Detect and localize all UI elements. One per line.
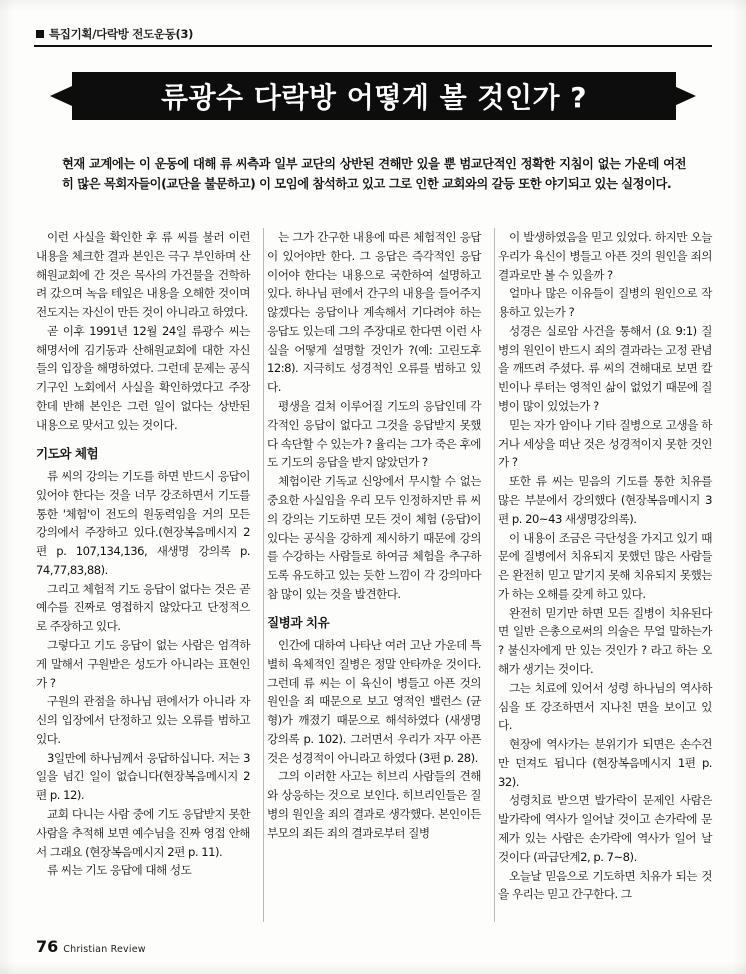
body-column-3	[498, 228, 712, 928]
body-paragraph: 곧 이후 1991년 12월 24일 류광수 씨는 해명서에 김기동과 산해원교회에 대한 자신들의 입장을 해명하였다. 그런데 문제는 공식기구인 노회에서 사실을 확인하였다고 주장한데 반해 본인은 그런 일이 없다는 상반된 내용으로 맞서고 있는 것이다.	[36, 323, 250, 432]
magazine-name: Christian Review	[63, 944, 146, 955]
section-kicker	[36, 26, 193, 42]
scan-shadow-left	[0, 0, 14, 974]
body-paragraph: 완전히 믿기만 하면 모든 질병이 치유된다면 일반 은총으로써의 의술은 무얼 말하는가 ? 불신자에게 만 있는 것인가 ? 라고 하는 오해가 생기는 것이다.	[498, 605, 712, 676]
body-column-1	[36, 228, 250, 928]
body-paragraph: 3일만에 하나님께서 응답하십니다. 저는 3일을 넘긴 일이 없습니다(현장복음메시지 2편 p. 12).	[36, 750, 250, 803]
body-paragraph: 는 그가 간구한 내용에 따른 체험적인 응답이 있어야만 한다. 그 응답은 즉각적인 응답이어야 한다는 내용으로 국한하여 설명하고 있다. 하나님 편에서 간구의 내용을 들어주지 않겠다는 응답이나 계속해서 기다려야 하는 응답도 있는데 그의 주장대로 한다면 이런 사실을 어떻게 설명할 것인가 ?(예: 고린도후 12:8). 지극히도 성경적인 오류를 범하고 있다.	[267, 230, 481, 395]
body-column-2	[267, 228, 481, 928]
article-title: 류광수 다락방 어떻게 볼 것인가 ?	[160, 81, 588, 114]
body-paragraph: 류 씨는 기도 응답에 대해 성도	[47, 863, 192, 878]
body-paragraph: 오늘날 믿음으로 기도하면 치유가 되는 것을 우리는 믿고 간구한다. 그	[498, 868, 712, 902]
body-paragraph: 성령치료 받으면 발가락이 문제인 사람은 발가락에 역사가 일어날 것이고 손가락에 문제가 있는 사람은 손가락에 역사가 일어 날 것이다 (파급단계2, p. 7~8).	[498, 793, 712, 864]
body-paragraph: 성경은 실로암 사건을 통해서 (요 9:1) 질병의 원인이 반드시 죄의 결과라는 고정 관념을 깨뜨려 주셨다. 류 씨의 견해대로 보면 칼빈이나 루터는 영적인 삶이 없었기 때문에 질병이 많이 있었는가 ?	[498, 323, 712, 414]
square-bullet-icon	[36, 30, 44, 38]
body-paragraph: 구원의 관점을 하나님 편에서가 아니라 자신의 입장에서 단정하고 있는 오류를 범하고 있다.	[36, 694, 250, 746]
body-paragraph: 이런 사실을 확인한 후 류 씨를 불러 이런 내용을 체크한 결과 본인은 극구 부인하며 산해원교회에 간 것은 목사의 가건물을 건학하려 갔으며 녹음 테잎은 내용을 오해한 것이며 전도지는 자신이 만든 것이 아니라고 하였다.	[36, 230, 250, 320]
body-paragraph: 그의 이러한 사고는 히브리 사람들의 견해와 상응하는 것으로 보인다. 히브리인들은 질병의 원인을 죄의 결과로 생각했다. 본인이든 부모의 죄든 죄의 결과로부터 질병	[267, 769, 481, 840]
scan-shadow-bottom	[0, 962, 746, 974]
scan-shadow-right	[732, 0, 746, 974]
page-number: 76	[36, 937, 59, 956]
scan-shadow-top	[0, 0, 746, 12]
page-footer	[36, 937, 146, 956]
body-paragraph: 현장에 역사가는 분위기가 되면은 손수건만 던져도 됩니다 (현장복음메시지 1편 p. 32).	[498, 737, 712, 789]
body-paragraph: 체험이란 기독교 신앙에서 무시할 수 없는 중요한 사실임을 우리 모두 인정하지만 류 씨의 강의는 기도하면 모든 것이 체험 (응답)이 있다는 공식을 강하게 제시하기 때문에 강의를 수강하는 사람들로 하여금 체험을 추구하도록 유도하고 있는 듯한 느낌이 각 강의마다 참 많이 있는 것을 발견한다.	[267, 474, 481, 601]
band-mark-left-icon	[50, 86, 72, 106]
article-title-banner	[72, 72, 676, 120]
body-subheading: 기도와 체험	[36, 445, 99, 461]
article-body	[36, 228, 712, 928]
body-paragraph: 평생을 걸쳐 이루어질 기도의 응답인데 각각적인 응답이 없다고 그것을 응답받지 못했다 속단할 수 있는가 ? 율리는 그가 죽은 후에도 기도의 응답을 받지 않았던가 ?	[267, 399, 481, 470]
body-paragraph: 류 씨의 강의는 기도를 하면 반드시 응답이 있어야 한다는 것을 너무 강조하면서 기도를 통한 '체험'이 전도의 원동력임을 거의 모든 강의에서 주장하고 있다.(현장복음메시지 2편 p. 107,134,136, 새생명 강의록 p. 74,77,83,88).	[36, 468, 250, 577]
body-paragraph: 그렇다고 기도 응답이 없는 사람은 엄격하게 말해서 구원받은 성도가 아니라는 표현인가 ?	[36, 638, 250, 690]
article-standfirst: 현재 교계에는 이 운동에 대해 류 씨측과 일부 교단의 상반된 견해만 있을 뿐 범교단적인 정확한 지침이 없는 가운데 여전히 많은 목회자들이(교단을 불문하고) 이 모임에 참석하고 있고 그로 인한 교회와의 갈등 또한 야기되고 있는 실정이다.	[62, 157, 686, 191]
body-paragraph: 그리고 체험적 기도 응답이 없다는 것은 곧 예수를 진짜로 영접하지 않았다고 단정적으로 주장하고 있다.	[36, 581, 250, 634]
body-paragraph: 그는 치료에 있어서 성령 하나님의 역사하심을 또 강조하면서 지나친 면을 보이고 있다.	[498, 680, 712, 733]
body-paragraph: 또한 류 씨는 믿음의 기도를 통한 치유를 많은 부분에서 강의했다 (현장복음메시지 3편 p. 20~43 새생명강의록).	[498, 474, 712, 526]
body-paragraph: 인간에 대하여 나타난 여러 고난 가운데 특별히 육체적인 질병은 정말 안타까운 것이다. 그런데 류 씨는 이 육신이 병들고 아픈 것의 원인을 죄 때문으로 보고 영적인 밸런스 (균형)가 깨졌기 때문으로 해석하였다 (새생명 강의록 p. 102). 그러면서 우리가 자꾸 아픈 것은 성경적이 아니라고 하였다 (3편 p. 28).	[267, 638, 481, 765]
body-paragraph: 이 발생하였음을 믿고 있었다. 하지만 오늘 우리가 육신이 병들고 아픈 것의 원인을 죄의 결과로만 볼 수 있을까 ?	[498, 230, 712, 282]
body-paragraph: 얼마나 많은 이유들이 질병의 원인으로 작용하고 있는가 ?	[498, 286, 712, 320]
body-paragraph: 교회 다니는 사람 중에 기도 응답받지 못한 사람을 추적해 보면 예수님을 진짜 영접 안해서 그래요 (현장복음메시지 2편 p. 11).	[36, 807, 250, 859]
kicker-label: 특집기획/다락방 전도운동(3)	[49, 27, 194, 41]
body-subheading: 질병과 치유	[267, 614, 330, 630]
body-paragraph: 이 내용이 조금은 극단성을 가지고 있기 때문에 질병에서 치유되지 못했던 많은 사람들은 완전히 믿고 맡기지 못해 치유되지 못했는가 하는 오해를 갖게 하고 있다.	[498, 530, 712, 601]
band-mark-right-icon	[674, 86, 696, 106]
header-rule	[34, 45, 712, 47]
body-paragraph: 믿는 자가 암이나 기타 질병으로 고생을 하거나 세상을 떠난 것은 성경적이지 못한 것인가 ?	[498, 417, 712, 470]
